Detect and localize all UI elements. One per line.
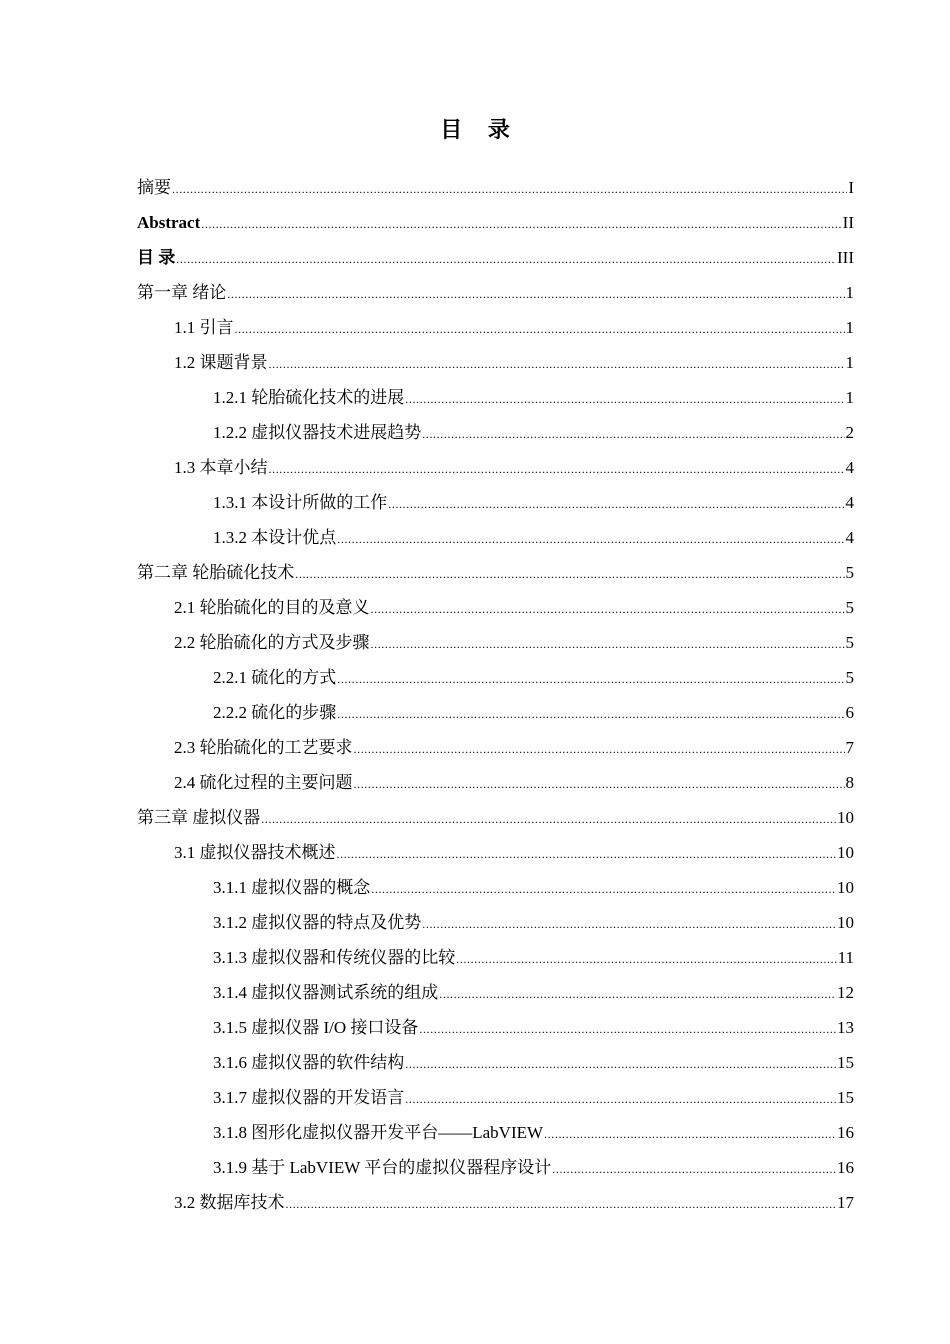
toc-entry[interactable] bbox=[137, 1080, 854, 1115]
toc-entry[interactable] bbox=[137, 345, 854, 380]
toc-entry-title: 2.2.1 硫化的方式 bbox=[213, 668, 337, 687]
toc-entry[interactable] bbox=[137, 835, 854, 870]
toc-entry-page-number: I bbox=[848, 178, 854, 197]
toc-entry-page-number: 10 bbox=[837, 878, 854, 897]
toc-entry[interactable] bbox=[137, 205, 854, 240]
dot-leader bbox=[354, 732, 845, 767]
toc-entry-page-number: 7 bbox=[845, 738, 854, 757]
toc-entry-title: 3.1.1 虚拟仪器的概念 bbox=[213, 878, 371, 897]
toc-entry-title: 3.1.7 虚拟仪器的开发语言 bbox=[213, 1088, 405, 1107]
dot-leader bbox=[201, 207, 841, 242]
toc-entry-title: 3.1.4 虚拟仪器测试系统的组成 bbox=[213, 983, 439, 1002]
dot-leader bbox=[456, 942, 836, 977]
toc-entry-page-number: 10 bbox=[837, 843, 854, 862]
toc-entry[interactable] bbox=[137, 1010, 854, 1045]
toc-entry-title: 1.2.2 虚拟仪器技术进展趋势 bbox=[213, 423, 422, 442]
dot-leader bbox=[405, 382, 844, 417]
toc-entry-page-number: 5 bbox=[845, 598, 854, 617]
dot-leader bbox=[419, 1012, 836, 1047]
toc-entry-page-number: 16 bbox=[837, 1158, 854, 1177]
toc-entry-title: 3.1.3 虚拟仪器和传统仪器的比较 bbox=[213, 948, 456, 967]
toc-entry-page-number: 10 bbox=[837, 808, 854, 827]
toc-entry[interactable] bbox=[137, 555, 854, 590]
toc-entry-title: 2.2.2 硫化的步骤 bbox=[213, 703, 337, 722]
toc-entry-page-number: 5 bbox=[845, 633, 854, 652]
dot-leader bbox=[552, 1152, 836, 1187]
toc-entry[interactable] bbox=[137, 695, 854, 730]
toc-entry-page-number: 1 bbox=[845, 283, 854, 302]
toc-entry-title: 3.1.2 虚拟仪器的特点及优势 bbox=[213, 913, 422, 932]
toc-entry[interactable] bbox=[137, 240, 854, 275]
toc-entry[interactable] bbox=[137, 520, 854, 555]
toc-entry[interactable] bbox=[137, 275, 854, 310]
toc-entry-page-number: 1 bbox=[845, 388, 854, 407]
toc-entry-title: 3.1.9 基于 LabVIEW 平台的虚拟仪器程序设计 bbox=[213, 1158, 552, 1177]
toc-entry[interactable] bbox=[137, 1115, 854, 1150]
toc-entry-page-number: 1 bbox=[845, 318, 854, 337]
toc-entry[interactable] bbox=[137, 870, 854, 905]
toc-entry[interactable] bbox=[137, 415, 854, 450]
toc-entry-title: 1.3.2 本设计优点 bbox=[213, 528, 337, 547]
toc-entry[interactable] bbox=[137, 380, 854, 415]
dot-leader bbox=[371, 872, 836, 907]
toc-entry-page-number: 5 bbox=[845, 563, 854, 582]
toc-entry[interactable] bbox=[137, 590, 854, 625]
dot-leader bbox=[176, 242, 836, 277]
dot-leader bbox=[227, 277, 844, 312]
toc-entry-title: 1.2.1 轮胎硫化技术的进展 bbox=[213, 388, 405, 407]
toc-entry-page-number: 15 bbox=[837, 1053, 854, 1072]
dot-leader bbox=[405, 1082, 836, 1117]
toc-entry[interactable] bbox=[137, 1185, 854, 1220]
dot-leader bbox=[422, 417, 844, 452]
dot-leader bbox=[371, 592, 845, 627]
toc-entry-page-number: 4 bbox=[845, 528, 854, 547]
toc-entry[interactable] bbox=[137, 940, 854, 975]
toc-entry-title: 1.3 本章小结 bbox=[174, 458, 268, 477]
toc-entry-page-number: 16 bbox=[837, 1123, 854, 1142]
dot-leader bbox=[371, 627, 845, 662]
toc-entry[interactable] bbox=[137, 310, 854, 345]
toc-entry-title: 2.2 轮胎硫化的方式及步骤 bbox=[174, 633, 370, 652]
toc-entry-page-number: 1 bbox=[845, 353, 854, 372]
toc-entry-title: 3.1.5 虚拟仪器 I/O 接口设备 bbox=[213, 1018, 419, 1037]
toc-entry-title: 3.1.8 图形化虚拟仪器开发平台——LabVIEW bbox=[213, 1123, 544, 1142]
toc-entry-page-number: 8 bbox=[845, 773, 854, 792]
dot-leader bbox=[172, 172, 847, 207]
toc-entry[interactable] bbox=[137, 450, 854, 485]
dot-leader bbox=[388, 487, 844, 522]
toc-entry-title: 2.4 硫化过程的主要问题 bbox=[174, 773, 353, 792]
toc-entry-title: 2.3 轮胎硫化的工艺要求 bbox=[174, 738, 353, 757]
toc-entry-title: Abstract bbox=[137, 213, 201, 232]
toc-entry-page-number: 2 bbox=[845, 423, 854, 442]
dot-leader bbox=[337, 837, 837, 872]
dot-leader bbox=[269, 347, 845, 382]
toc-entry-title: 第二章 轮胎硫化技术 bbox=[137, 563, 295, 582]
dot-leader bbox=[261, 802, 836, 837]
toc-entry-title: 1.2 课题背景 bbox=[174, 353, 268, 372]
toc-entry-title: 第一章 绪论 bbox=[137, 283, 227, 302]
toc-entry[interactable] bbox=[137, 905, 854, 940]
toc-entry-page-number: 11 bbox=[837, 948, 854, 967]
dot-leader bbox=[269, 452, 845, 487]
toc-entry[interactable] bbox=[137, 765, 854, 800]
toc-entry-title: 目 录 bbox=[137, 248, 176, 267]
dot-leader bbox=[337, 522, 844, 557]
dot-leader bbox=[235, 312, 845, 347]
dot-leader bbox=[337, 662, 844, 697]
dot-leader bbox=[295, 557, 844, 592]
dot-leader bbox=[337, 697, 844, 732]
toc-entry-title: 3.1 虚拟仪器技术概述 bbox=[174, 843, 336, 862]
toc-entry-title: 3.1.6 虚拟仪器的软件结构 bbox=[213, 1053, 405, 1072]
toc-entry-title: 2.1 轮胎硫化的目的及意义 bbox=[174, 598, 370, 617]
toc-entry-title: 第三章 虚拟仪器 bbox=[137, 808, 261, 827]
toc-entry-page-number: 4 bbox=[845, 493, 854, 512]
toc-entry-page-number: II bbox=[842, 213, 854, 232]
toc-entry-title: 3.2 数据库技术 bbox=[174, 1193, 285, 1212]
toc-entry-page-number: 6 bbox=[845, 703, 854, 722]
toc-entry[interactable] bbox=[137, 1045, 854, 1080]
toc-entry[interactable] bbox=[137, 1150, 854, 1185]
dot-leader bbox=[422, 907, 836, 942]
toc-entry-page-number: 17 bbox=[837, 1193, 854, 1212]
toc-entry-title: 1.3.1 本设计所做的工作 bbox=[213, 493, 388, 512]
dot-leader bbox=[354, 767, 845, 802]
toc-entry-page-number: 12 bbox=[837, 983, 854, 1002]
toc-entry-page-number: 5 bbox=[845, 668, 854, 687]
toc-entry-page-number: 10 bbox=[837, 913, 854, 932]
dot-leader bbox=[439, 977, 836, 1012]
dot-leader bbox=[544, 1117, 836, 1152]
toc-entry[interactable] bbox=[137, 660, 854, 695]
toc-entry-page-number: 4 bbox=[845, 458, 854, 477]
dot-leader bbox=[405, 1047, 836, 1082]
toc-entry-title: 摘要 bbox=[137, 178, 171, 197]
toc-entry-page-number: 13 bbox=[837, 1018, 854, 1037]
table-of-contents bbox=[137, 170, 854, 1220]
toc-entry-page-number: III bbox=[837, 248, 854, 267]
toc-entry[interactable] bbox=[137, 625, 854, 660]
toc-entry-title: 1.1 引言 bbox=[174, 318, 234, 337]
toc-entry[interactable] bbox=[137, 730, 854, 765]
toc-entry[interactable] bbox=[137, 485, 854, 520]
toc-entry-page-number: 15 bbox=[837, 1088, 854, 1107]
dot-leader bbox=[286, 1187, 837, 1222]
page-title: 目 录 bbox=[440, 117, 520, 142]
toc-entry[interactable] bbox=[137, 800, 854, 835]
toc-entry[interactable] bbox=[137, 170, 854, 205]
toc-entry[interactable] bbox=[137, 975, 854, 1010]
